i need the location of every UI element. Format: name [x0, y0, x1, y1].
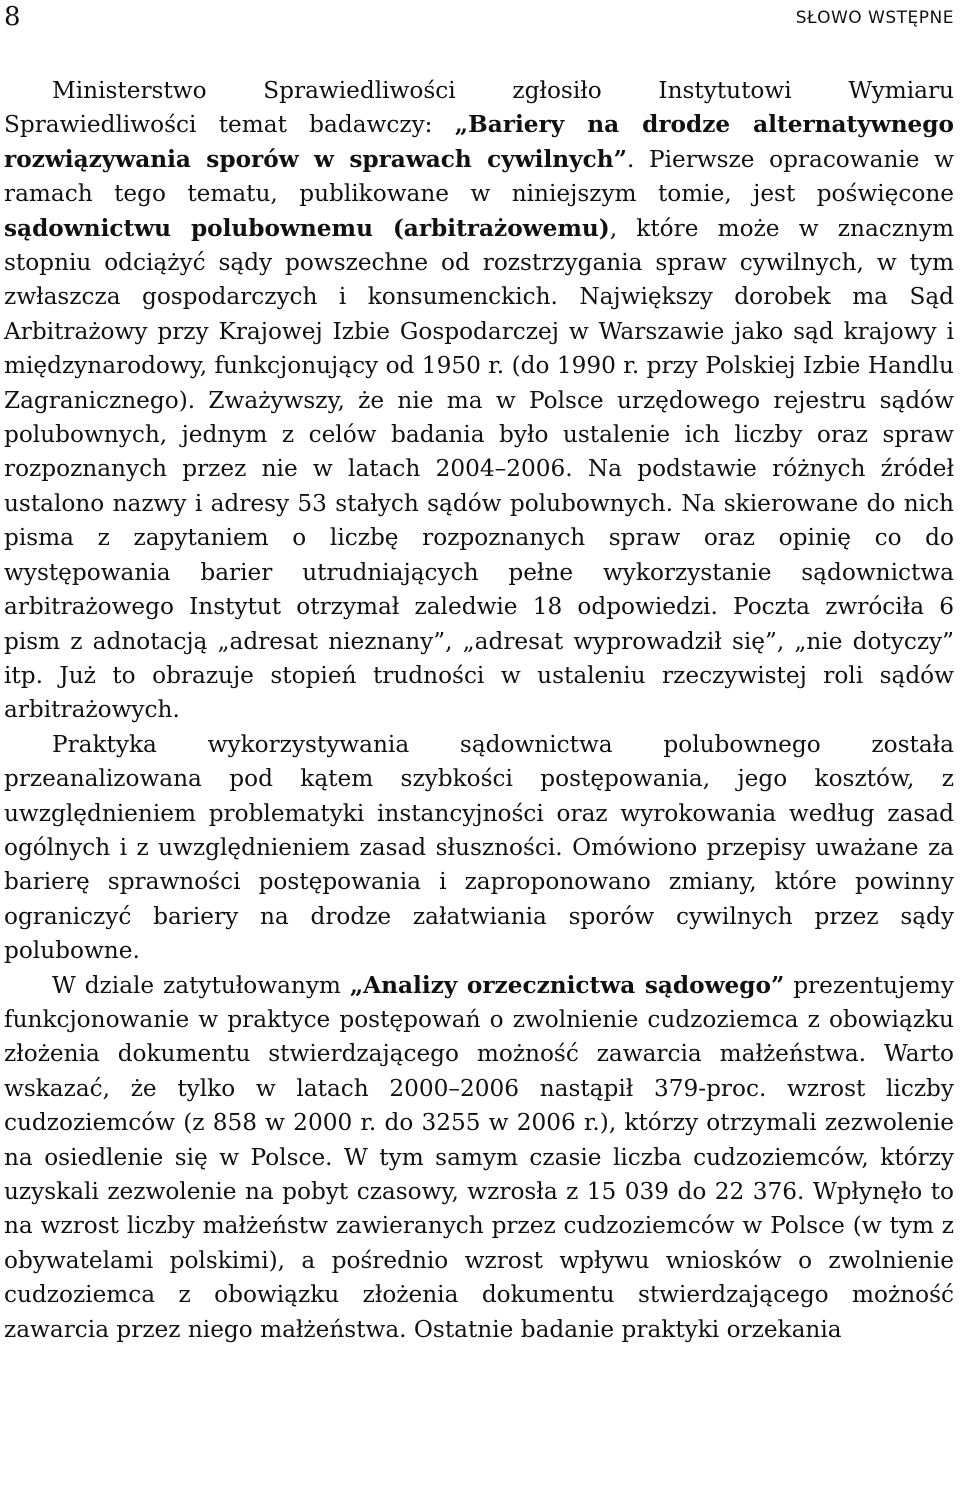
paragraph-3 [4, 969, 954, 1347]
arbitration-term: sądownictwu polubownemu (arbitrażowemu) [4, 214, 610, 242]
paragraph-1-text-2: . Pierwsze opracowanie w ramach tego tematu, publikowane w niniejszym tomie, jest poświęcone [4, 145, 954, 208]
study-topic-title: „Bariery na drodze alternatywnego rozwiązywania sporów w sprawach cywilnych” [4, 111, 954, 173]
paragraph-2 [4, 728, 954, 969]
page-number: 8 [4, 2, 21, 32]
body-text [4, 74, 954, 1347]
paragraph-2-text: Praktyka wykorzystywania sądownictwa polubownego została przeanalizowana pod kątem szybkości postępowania, jego kosztów, z uwzględnieniem problematyki instancyjności oraz wyrokowania według zasad ogólnych i z uwzględnieniem zasad słuszności. Omówiono przepisy uważane za barierę sprawności postępowania i zaproponowano zmiany, które powinny ograniczyć bariery na drodze załatwiania sporów cywilnych przez sądy polubowne. [4, 730, 954, 965]
paragraph-3-text-1: W dziale zatytułowanym [52, 971, 350, 999]
section-title: „Analizy orzecznictwa sądowego” [349, 971, 785, 999]
paragraph-1-text-3: , które może w znacznym stopniu odciążyć sądy powszechne od rozstrzygania spraw cywilnych, w tym zwłaszcza gospodarczych i konsumenckich. Największy dorobek ma Sąd Arbitrażowy przy Krajowej Izbie Gospodarczej w Warszawie jako sąd krajowy i międzynarodowy, funkcjonujący od 1950 r. (do 1990 r. przy Polskiej Izbie Handlu Zagranicznego). Zważywszy, że nie ma w Polsce urzędowego rejestru sądów polubownych, jednym z celów badania było ustalenie ich liczby oraz spraw rozpoznanych przez nie w latach 2004–2006. Na podstawie różnych źródeł ustalono nazwy i adresy 53 stałych sądów polubownych. Na skierowane do nich pisma z zapytaniem o liczbę rozpoznanych spraw oraz opinię co do występowania barier utrudniających pełne wykorzystanie sądownictwa arbitrażowego Instytut otrzymał zaledwie 18 odpowiedzi. Poczta zwróciła 6 pism z adnotacją „adresat nieznany”, „adresat wyprowadził się”, „nie dotyczy” itp. Już to obrazuje stopień trudności w ustaleniu rzeczywistej roli sądów arbitrażowych. [4, 214, 954, 724]
running-head: SŁOWO WSTĘPNE [795, 8, 954, 28]
page-header [0, 0, 960, 34]
paragraph-3-text-2: prezentujemy funkcjonowanie w praktyce postępowań o zwolnienie cudzoziemca z obowiązku złożenia dokumentu stwierdzającego możność zawarcia małżeństwa. Warto wskazać, że tylko w latach 2000–2006 nastąpił 379-proc. wzrost liczby cudzoziemców (z 858 w 2000 r. do 3255 w 2006 r.), którzy otrzymali zezwolenie na osiedlenie się w Polsce. W tym samym czasie liczba cudzoziemców, którzy uzyskali zezwolenie na pobyt czasowy, wzrosła z 15 039 do 22 376. Wpłynęło to na wzrost liczby małżeństw zawieranych przez cudzoziemców w Polsce (w tym z obywatelami polskimi), a pośrednio wzrost wpływu wniosków o zwolnienie cudzoziemca z obowiązku złożenia dokumentu stwierdzającego możność zawarcia przez niego małżeństwa. Ostatnie badanie praktyki orzekania [4, 971, 954, 1343]
paragraph-1-text-1: Ministerstwo Sprawiedliwości zgłosiło Instytutowi Wymiaru Sprawiedliwości temat badawczy: [4, 77, 954, 139]
paragraph-1 [4, 74, 954, 728]
